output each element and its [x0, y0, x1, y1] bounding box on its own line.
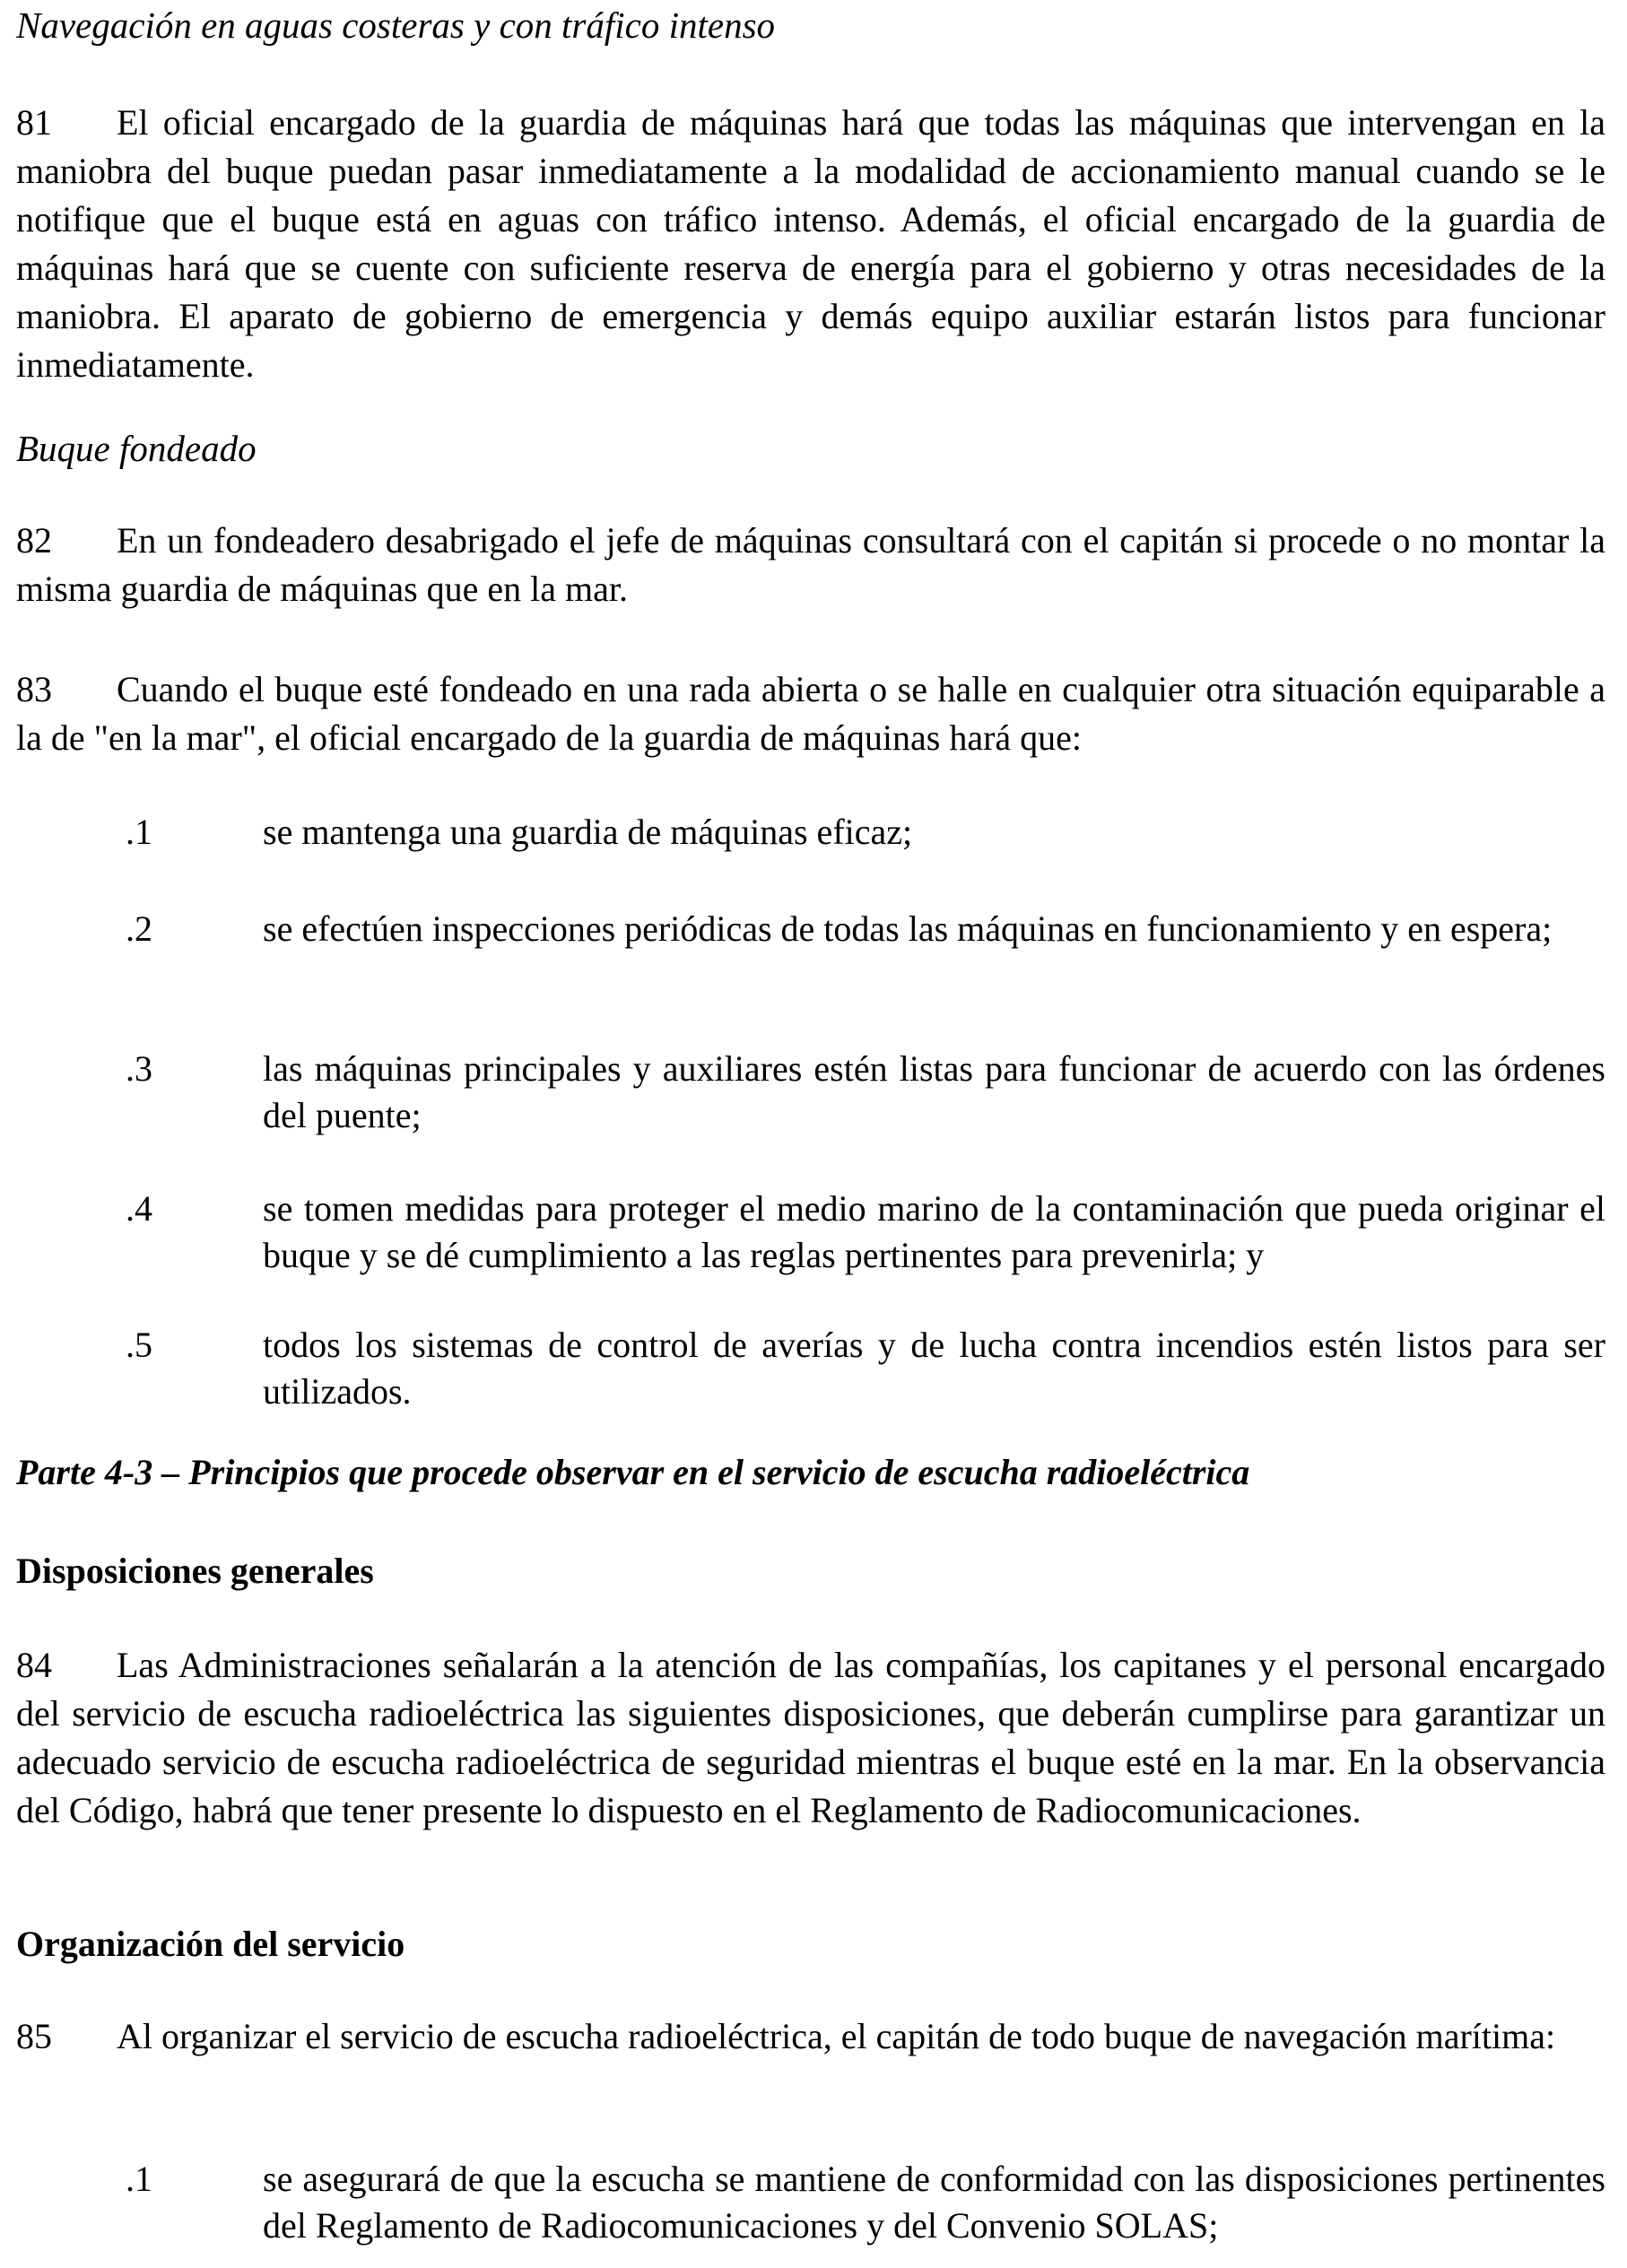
list-item-number: .4 — [126, 1188, 152, 1229]
paragraph-number: 81 — [16, 102, 52, 143]
paragraph-text: El oficial encargado de la guardia de máquinas hará que todas las máquinas que intervengan en la maniobra del buque puedan pasar inmediatamente a la modalidad de accionamiento manual cuando se le notifique que el buque está en aguas con tráfico intenso. Además, el oficial encargado de la guardia de máquinas hará que se cuente con suficiente reserva de energía para el gobierno y otras necesidades de la maniobra. El aparato de gobierno de emergencia y demás equipo auxiliar estarán listos para funcionar inmediatamente. — [16, 102, 1605, 385]
list-item-number: .5 — [126, 1325, 152, 1365]
paragraph-85 — [16, 2012, 1605, 2061]
paragraph-text: En un fondeadero desabrigado el jefe de máquinas consultará con el capitán si procede o no montar la misma guardia de máquinas que en la mar. — [16, 520, 1605, 609]
list-item-text: las máquinas principales y auxiliares estén listas para funcionar de acuerdo con las órdenes del puente; — [263, 1048, 1605, 1135]
section-heading-general: Disposiciones generales — [16, 1551, 374, 1591]
paragraph-text: Cuando el buque esté fondeado en una rada abierta o se halle en cualquier otra situación equiparable a la de "en la mar", el oficial encargado de la guardia de máquinas hará que: — [16, 669, 1605, 758]
paragraph-number: 85 — [16, 2016, 52, 2056]
paragraph-text: Las Administraciones señalarán a la atención de las compañías, los capitanes y el personal encargado del servicio de escucha radioeléctrica las siguientes disposiciones, que deberán cumplirse para garantizar un adecuado servicio de escucha radioeléctrica de seguridad mientras el buque esté en la mar. En la observancia del Código, habrá que tener presente lo dispuesto en el Reglamento de Radiocomunicaciones. — [16, 1645, 1605, 1830]
list-item-text: se tomen medidas para proteger el medio marino de la contaminación que pueda originar el buque y se dé cumplimiento a las reglas pertinentes para prevenirla; y — [263, 1188, 1605, 1275]
list-item-text: se efectúen inspecciones periódicas de todas las máquinas en funcionamiento y en espera; — [263, 908, 1553, 949]
paragraph-text: Al organizar el servicio de escucha radioeléctrica, el capitán de todo buque de navegación marítima: — [117, 2016, 1556, 2056]
paragraph-82 — [16, 517, 1605, 613]
section-heading-organization: Organización del servicio — [16, 1924, 405, 1964]
list-item-number: .3 — [126, 1048, 152, 1089]
list-item-text: todos los sistemas de control de averías y de lucha contra incendios estén listos para ser utilizados. — [263, 1325, 1605, 1412]
paragraph-81 — [16, 99, 1605, 389]
paragraph-number: 84 — [16, 1645, 52, 1685]
paragraph-number: 82 — [16, 520, 52, 560]
list-item-text: se mantenga una guardia de máquinas eficaz; — [263, 812, 913, 852]
paragraph-number: 83 — [16, 669, 52, 709]
section-heading-coastal: Navegación en aguas costeras y con tráfico intenso — [16, 4, 776, 46]
list-item-number: .2 — [126, 908, 152, 949]
list-item-text: se asegurará de que la escucha se mantiene de conformidad con las disposiciones pertinentes del Reglamento de Radiocomunicaciones y del Convenio SOLAS; — [263, 2159, 1605, 2246]
list-item-number: .1 — [126, 812, 152, 852]
paragraph-84 — [16, 1641, 1605, 1835]
section-heading-anchored: Buque fondeado — [16, 428, 257, 469]
paragraph-83 — [16, 665, 1605, 762]
list-item-number: .1 — [126, 2159, 152, 2199]
part-heading: Parte 4-3 – Principios que procede observar en el servicio de escucha radioeléctrica — [16, 1452, 1250, 1492]
